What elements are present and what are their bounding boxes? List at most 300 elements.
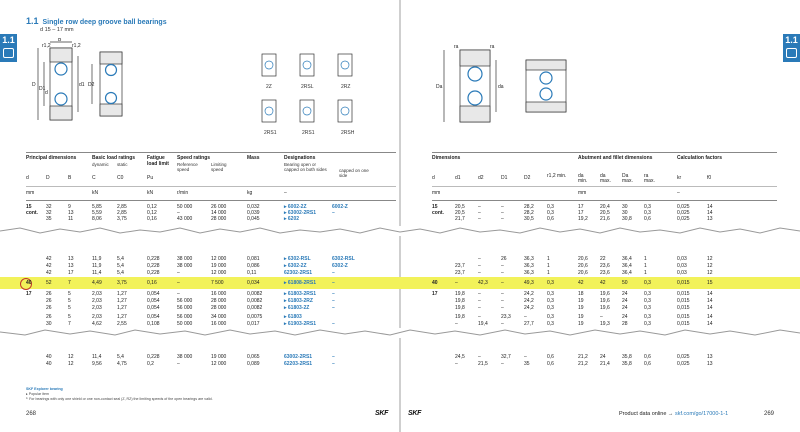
table-cell: 24 <box>622 291 628 297</box>
table-cell: 1 <box>547 270 550 276</box>
table-cell: 19,6 <box>600 298 610 304</box>
table-cell: 0,086 <box>247 263 260 269</box>
table-cell: 35,8 <box>622 361 632 367</box>
table-cell: 11,4 <box>92 354 102 360</box>
table-cell: 12 <box>68 354 74 360</box>
section-tab-left[interactable] <box>0 34 17 62</box>
table-cell: 28,2 <box>524 210 534 216</box>
table-cell: 20,6 <box>578 263 588 269</box>
table-cell: 0,015 <box>677 280 690 286</box>
table-cell: 5,4 <box>117 256 124 262</box>
table-cell: 0,054 <box>147 305 160 311</box>
designation-link[interactable]: ▸ 6302-RSL <box>284 256 311 262</box>
table-cell: 0,039 <box>247 210 260 216</box>
table-row <box>26 360 396 368</box>
table-cell: 42 <box>46 270 52 276</box>
skf-logo-right: SKF <box>408 410 422 417</box>
designation-link[interactable]: ▸ 6302-2Z <box>284 263 307 269</box>
table-cell: 2,03 <box>92 305 102 311</box>
table-cell: 0,3 <box>644 291 651 297</box>
table-cell: 38 000 <box>177 263 193 269</box>
table-cell: 2,03 <box>92 298 102 304</box>
table-row <box>432 360 777 368</box>
footnote-explorer: SKF Explorer bearing <box>26 387 63 391</box>
page-title <box>26 16 167 26</box>
table-cell: 28 <box>622 321 628 327</box>
table-cell: 0,228 <box>147 270 160 276</box>
table-cell: 0,015 <box>677 298 690 304</box>
table-cell: – <box>478 305 481 311</box>
table-row <box>26 304 396 312</box>
table-cell: 1 <box>644 263 647 269</box>
table-cell: 19 <box>578 298 584 304</box>
table-cell: 0,108 <box>147 321 160 327</box>
table-cell: 26 <box>46 291 52 297</box>
designation-capped-link[interactable]: – <box>332 361 335 367</box>
table-cell: 19,2 <box>578 216 588 222</box>
table-rule <box>432 186 777 187</box>
designation-capped-link[interactable]: – <box>332 321 335 327</box>
table-cell: – <box>478 204 481 210</box>
dim-label: da <box>498 84 504 90</box>
designation-capped-link[interactable]: – <box>332 210 335 216</box>
table-rule <box>26 200 396 201</box>
table-cell: 36,4 <box>622 256 632 262</box>
table-cell: 0,6 <box>547 216 554 222</box>
designation-link[interactable]: ▸ 61803-2RS1 <box>284 291 316 297</box>
table-cell: – <box>501 305 504 311</box>
units-row: mm mm – <box>432 190 680 196</box>
table-cell: 12 000 <box>211 256 227 262</box>
table-cell: – <box>478 291 481 297</box>
table-cell: 0,3 <box>547 298 554 304</box>
table-cell: 12 <box>707 256 713 262</box>
table-cell: 19,3 <box>600 321 610 327</box>
table-cell: 23,7 <box>455 263 465 269</box>
table-cell: 1 <box>547 263 550 269</box>
table-cell: 1,27 <box>117 291 127 297</box>
table-cell: 0,3 <box>644 321 651 327</box>
table-cell: 21,2 <box>578 361 588 367</box>
col-subheader: dynamic <box>92 162 109 167</box>
table-rule <box>26 186 396 187</box>
table-cell: 13 <box>68 210 74 216</box>
table-cell: 42 <box>46 263 52 269</box>
designation-capped-link[interactable]: – <box>332 298 335 304</box>
table-cell: 42 <box>578 280 584 286</box>
table-cell: 24,2 <box>524 291 534 297</box>
table-cell: 13 <box>68 256 74 262</box>
table-cell: 7 <box>68 280 71 286</box>
table-cell: 0,6 <box>644 361 651 367</box>
table-cell: 11,9 <box>92 263 102 269</box>
table-cell: 32 <box>46 204 52 210</box>
table-cell: 14 <box>707 298 713 304</box>
table-cell: 0,025 <box>677 210 690 216</box>
table-cell: 32 <box>46 210 52 216</box>
table-cell: 8,06 <box>92 216 102 222</box>
table-cell: 30 <box>622 204 628 210</box>
table-cell: 21,6 <box>600 216 610 222</box>
table-cell: 14 <box>707 204 713 210</box>
table-cell: 17 <box>26 291 32 297</box>
table-cell: – <box>501 210 504 216</box>
table-cell: 5,4 <box>117 270 124 276</box>
table-cell: 2,55 <box>117 321 127 327</box>
col-subheader: static <box>117 162 128 167</box>
table-cell: 1 <box>547 256 550 262</box>
designation-link[interactable]: ▸ 63002-2RS1 <box>284 210 316 216</box>
table-cell: 2,85 <box>117 204 127 210</box>
table-cell: – <box>501 263 504 269</box>
table-cell: 21,5 <box>478 361 488 367</box>
footnote-popular: ▸ Popular item <box>26 392 49 396</box>
table-cell: – <box>524 354 527 360</box>
table-cell: – <box>501 270 504 276</box>
dim-label: D1 <box>39 86 46 92</box>
table-cell: 21,7 <box>455 216 465 222</box>
table-cell: 0,3 <box>547 321 554 327</box>
designation-capped-link[interactable]: 6002-Z <box>332 204 348 210</box>
table-cell: 0,032 <box>247 204 260 210</box>
table-cell: 13 <box>707 354 713 360</box>
table-cell: 0,034 <box>247 280 260 286</box>
designation-link[interactable]: ▸ 61808-2RS1 <box>284 280 316 286</box>
table-cell: 24,5 <box>455 354 465 360</box>
table-cell: 0,6 <box>644 354 651 360</box>
dim-label: r1,2 <box>72 43 81 49</box>
table-row <box>26 269 396 277</box>
designation-capped-link[interactable]: – <box>332 280 335 286</box>
product-data-online <box>619 411 728 417</box>
table-row <box>26 215 396 223</box>
table-cell: 0,3 <box>547 291 554 297</box>
table-cell: 0,065 <box>247 354 260 360</box>
table-cell: 5 <box>68 314 71 320</box>
designation-capped-link[interactable]: – <box>332 305 335 311</box>
table-cell: 18 <box>578 291 584 297</box>
table-cell: 20,5 <box>455 210 465 216</box>
table-cell: 0,3 <box>644 314 651 320</box>
table-cell: 50 000 <box>177 321 193 327</box>
table-cell: 30,5 <box>524 216 534 222</box>
table-cell: 0,089 <box>247 361 260 367</box>
table-cell: 19 <box>578 314 584 320</box>
table-cell: – <box>478 270 481 276</box>
table-cell: 56 000 <box>177 314 193 320</box>
table-cell: 19,8 <box>455 314 465 320</box>
table-cell: 20,6 <box>578 270 588 276</box>
table-cell: 1 <box>644 256 647 262</box>
table-cell: 11,4 <box>92 270 102 276</box>
table-cell: 23,6 <box>600 270 610 276</box>
table-cell: 0,0082 <box>247 305 263 311</box>
table-row <box>432 215 777 223</box>
table-cell: 0,015 <box>677 305 690 311</box>
table-cell: 38 000 <box>177 256 193 262</box>
table-cell: 19,8 <box>455 291 465 297</box>
page-number-right: 269 <box>764 411 775 417</box>
table-cell: 28 000 <box>211 216 227 222</box>
table-cell: 43 000 <box>177 216 193 222</box>
table-cell: 3,75 <box>117 216 127 222</box>
table-cell: 0,017 <box>247 321 260 327</box>
table-cell: – <box>501 321 504 327</box>
table-cell: – <box>501 280 504 286</box>
table-cell: 15 <box>432 204 438 210</box>
table-cell: 15 <box>707 280 713 286</box>
table-cell: 0,081 <box>247 256 260 262</box>
designation-capped-link[interactable]: – <box>332 291 335 297</box>
table-cell: 22 <box>600 256 606 262</box>
table-cell: 35,8 <box>622 354 632 360</box>
table-cell: 13 <box>68 263 74 269</box>
table-cell: 14 <box>707 314 713 320</box>
table-cell: 24,2 <box>524 305 534 311</box>
bearing-icon <box>786 48 797 58</box>
table-cell: – <box>177 361 180 367</box>
col-group-header: Dimensions <box>432 155 461 161</box>
table-cell: cont. <box>26 210 38 216</box>
table-cell: 1 <box>644 270 647 276</box>
table-cell: 12 <box>68 361 74 367</box>
col-group-header: Speed ratings <box>177 155 211 161</box>
table-cell: 0,3 <box>644 280 651 286</box>
table-cell: – <box>478 314 481 320</box>
table-cell: 0,054 <box>147 298 160 304</box>
designation-link[interactable]: ▸ 6002-2Z <box>284 204 307 210</box>
seal-variants-drawing <box>258 50 368 140</box>
table-cell: – <box>501 298 504 304</box>
table-cell: 28,2 <box>524 204 534 210</box>
table-cell: 23,7 <box>455 270 465 276</box>
section-tab-label: 1.1 <box>785 35 798 45</box>
dim-label: D <box>32 82 36 88</box>
table-cell: – <box>455 361 458 367</box>
table-cell: – <box>478 256 481 262</box>
table-cell: – <box>478 354 481 360</box>
table-cell: 0,054 <box>147 314 160 320</box>
table-cell: 0,03 <box>677 270 687 276</box>
table-cell: 24,2 <box>524 298 534 304</box>
table-cell: 0,12 <box>147 204 157 210</box>
designation-link[interactable]: 63002-2RS1 <box>284 354 313 360</box>
table-cell: 0,228 <box>147 354 160 360</box>
table-cell: 4,75 <box>117 361 127 367</box>
table-cell: 9 <box>68 204 71 210</box>
table-cell: 23,3 <box>501 314 511 320</box>
designation-link[interactable]: 62302-2RS1 <box>284 270 313 276</box>
dim-label: r1,2 <box>42 43 51 49</box>
bearing-icon <box>3 48 14 58</box>
table-cell: 0,3 <box>547 204 554 210</box>
table-cell: 0,6 <box>547 361 554 367</box>
table-cell: 32,7 <box>501 354 511 360</box>
table-cell: – <box>524 314 527 320</box>
table-cell: – <box>177 210 180 216</box>
table-cell: 0,0075 <box>247 314 263 320</box>
section-tab-right[interactable] <box>783 34 800 62</box>
table-cell: – <box>478 216 481 222</box>
table-cell: 24 <box>622 298 628 304</box>
dim-label: B <box>58 38 62 43</box>
title-text: Single row deep groove ball bearings <box>42 19 167 26</box>
table-cell: 11 <box>68 216 74 222</box>
table-cell: 14 <box>707 210 713 216</box>
table-cell: 49,3 <box>524 280 534 286</box>
table-cell: 4,62 <box>92 321 102 327</box>
table-cell: 1,27 <box>117 314 127 320</box>
table-cell: – <box>455 321 458 327</box>
seal-cap-label: 2Z <box>266 84 272 90</box>
col-subheader: Reference speed <box>177 162 198 172</box>
table-cell: 0,015 <box>677 321 690 327</box>
table-cell: 13 <box>707 216 713 222</box>
table-cell: 56 000 <box>177 298 193 304</box>
bearing-cross-section-drawing <box>30 38 140 130</box>
table-cell: 0,3 <box>547 210 554 216</box>
col-group-header: Designations <box>284 155 316 161</box>
table-cell: 35 <box>46 216 52 222</box>
table-cell: 36,4 <box>622 270 632 276</box>
table-cell: 42 <box>600 280 606 286</box>
col-group-header: Mass <box>247 155 260 161</box>
torn-edge <box>0 328 800 338</box>
table-cell: 16 000 <box>211 291 227 297</box>
table-cell: 0,3 <box>644 204 651 210</box>
table-cell: 19,6 <box>600 291 610 297</box>
table-cell: 12 <box>707 263 713 269</box>
seal-cap-label: 2RS1 <box>264 130 277 136</box>
footnote-speed: ¹⁾ For bearings with only one shield or one non-contact seal (Z, RZ) the limiting speeds of the open bearings are valid. <box>26 397 213 401</box>
table-cell: 0,025 <box>677 216 690 222</box>
table-cell: 42 <box>46 256 52 262</box>
dim-label: Da <box>436 84 443 90</box>
table-cell: 14 <box>707 291 713 297</box>
table-cell: 19 <box>578 305 584 311</box>
table-cell: 36,4 <box>622 263 632 269</box>
table-cell: – <box>478 263 481 269</box>
designation-capped-link[interactable]: 6302-Z <box>332 263 348 269</box>
designation-link[interactable]: ▸ 6202 <box>284 216 300 222</box>
table-cell: 0,3 <box>644 305 651 311</box>
table-row <box>26 279 396 287</box>
table-row <box>432 279 777 287</box>
online-link[interactable]: skf.com/go/17000-1-1 <box>674 411 729 417</box>
table-rule <box>26 152 396 153</box>
col-group-header: Fatigue load limit <box>147 155 169 167</box>
table-cell: 5,85 <box>92 204 102 210</box>
table-cell: 36,3 <box>524 256 534 262</box>
designation-capped-link[interactable]: 6302-RSL <box>332 256 355 262</box>
online-text: Product data online → <box>619 411 674 417</box>
table-cell: 35 <box>524 361 530 367</box>
col-group-header: Abutment and fillet dimensions <box>578 155 653 161</box>
table-cell: 30 <box>622 210 628 216</box>
designation-link[interactable]: ▸ 61903-2RS1 <box>284 321 316 327</box>
col-group-header: Basic load ratings <box>92 155 136 161</box>
designation-link[interactable]: ▸ 61803-2Z <box>284 305 310 311</box>
table-cell: 14 000 <box>211 210 227 216</box>
table-cell: 14 <box>707 305 713 311</box>
table-cell: 0,025 <box>677 354 690 360</box>
designation-link[interactable]: ▸ 61803-2RZ <box>284 298 313 304</box>
table-cell: – <box>177 291 180 297</box>
table-cell: 0,16 <box>147 216 157 222</box>
table-cell: 20,6 <box>578 256 588 262</box>
col-group-header: Calculation factors <box>677 155 723 161</box>
table-cell: – <box>478 210 481 216</box>
designation-capped-link[interactable]: – <box>332 270 335 276</box>
table-cell: 28 000 <box>211 305 227 311</box>
table-cell: 0,12 <box>147 210 157 216</box>
dim-label: D2 <box>88 82 95 88</box>
table-cell: 5,59 <box>92 210 102 216</box>
table-cell: 0,11 <box>247 270 257 276</box>
table-row <box>432 269 777 277</box>
table-cell: 30 <box>46 321 52 327</box>
table-cell: 0,228 <box>147 256 160 262</box>
table-cell: 40 <box>26 280 32 286</box>
designation-capped-link[interactable]: – <box>332 354 335 360</box>
table-cell: 17 <box>578 210 584 216</box>
table-cell: 5 <box>68 298 71 304</box>
table-cell: 28 000 <box>211 298 227 304</box>
table-cell: 0,0082 <box>247 298 263 304</box>
table-cell: 0,3 <box>644 210 651 216</box>
table-rule <box>432 200 777 201</box>
section-number: 1.1 <box>26 16 39 26</box>
table-cell: 0,03 <box>677 263 687 269</box>
table-cell: 11,9 <box>92 256 102 262</box>
table-cell: – <box>600 314 603 320</box>
table-cell: – <box>478 298 481 304</box>
table-cell: 0,025 <box>677 361 690 367</box>
table-cell: 40 <box>46 354 52 360</box>
table-cell: 19,8 <box>455 305 465 311</box>
designation-link[interactable]: 62203-2RS1 <box>284 361 313 367</box>
table-cell: 5 <box>68 305 71 311</box>
table-cell: 5,4 <box>117 354 124 360</box>
table-cell: 24 <box>622 305 628 311</box>
table-cell: cont. <box>432 210 444 216</box>
table-cell: 40 <box>46 361 52 367</box>
table-cell: 26 000 <box>211 204 227 210</box>
table-cell: 21,2 <box>578 354 588 360</box>
table-cell: 0,3 <box>644 298 651 304</box>
table-cell: 26 <box>46 305 52 311</box>
table-cell: 0,3 <box>547 280 554 286</box>
designation-link[interactable]: ▸ 61803 <box>284 314 302 320</box>
col-subheader: Bearing open or capped on both sides <box>284 162 327 172</box>
table-cell: 5,4 <box>117 263 124 269</box>
table-cell: 1,27 <box>117 298 127 304</box>
table-cell: 52 <box>46 280 52 286</box>
table-cell: 15 <box>26 204 32 210</box>
table-cell: 0,045 <box>247 216 260 222</box>
seal-cap-label: 2RS1 <box>302 130 315 136</box>
table-cell: 0,054 <box>147 291 160 297</box>
table-cell: – <box>501 361 504 367</box>
symbol-row: d d1 d2 D1 D2 r1,2 min. da min. da max. Da max. ra max. kr f0 <box>432 173 712 184</box>
units-row: mm kN kN r/min kg – <box>26 190 287 196</box>
table-cell: 14 <box>707 321 713 327</box>
table-cell: 23,6 <box>600 263 610 269</box>
table-cell: 12 000 <box>211 361 227 367</box>
table-cell: 0,03 <box>677 256 687 262</box>
table-cell: 9,56 <box>92 361 102 367</box>
table-cell: 2,85 <box>117 210 127 216</box>
